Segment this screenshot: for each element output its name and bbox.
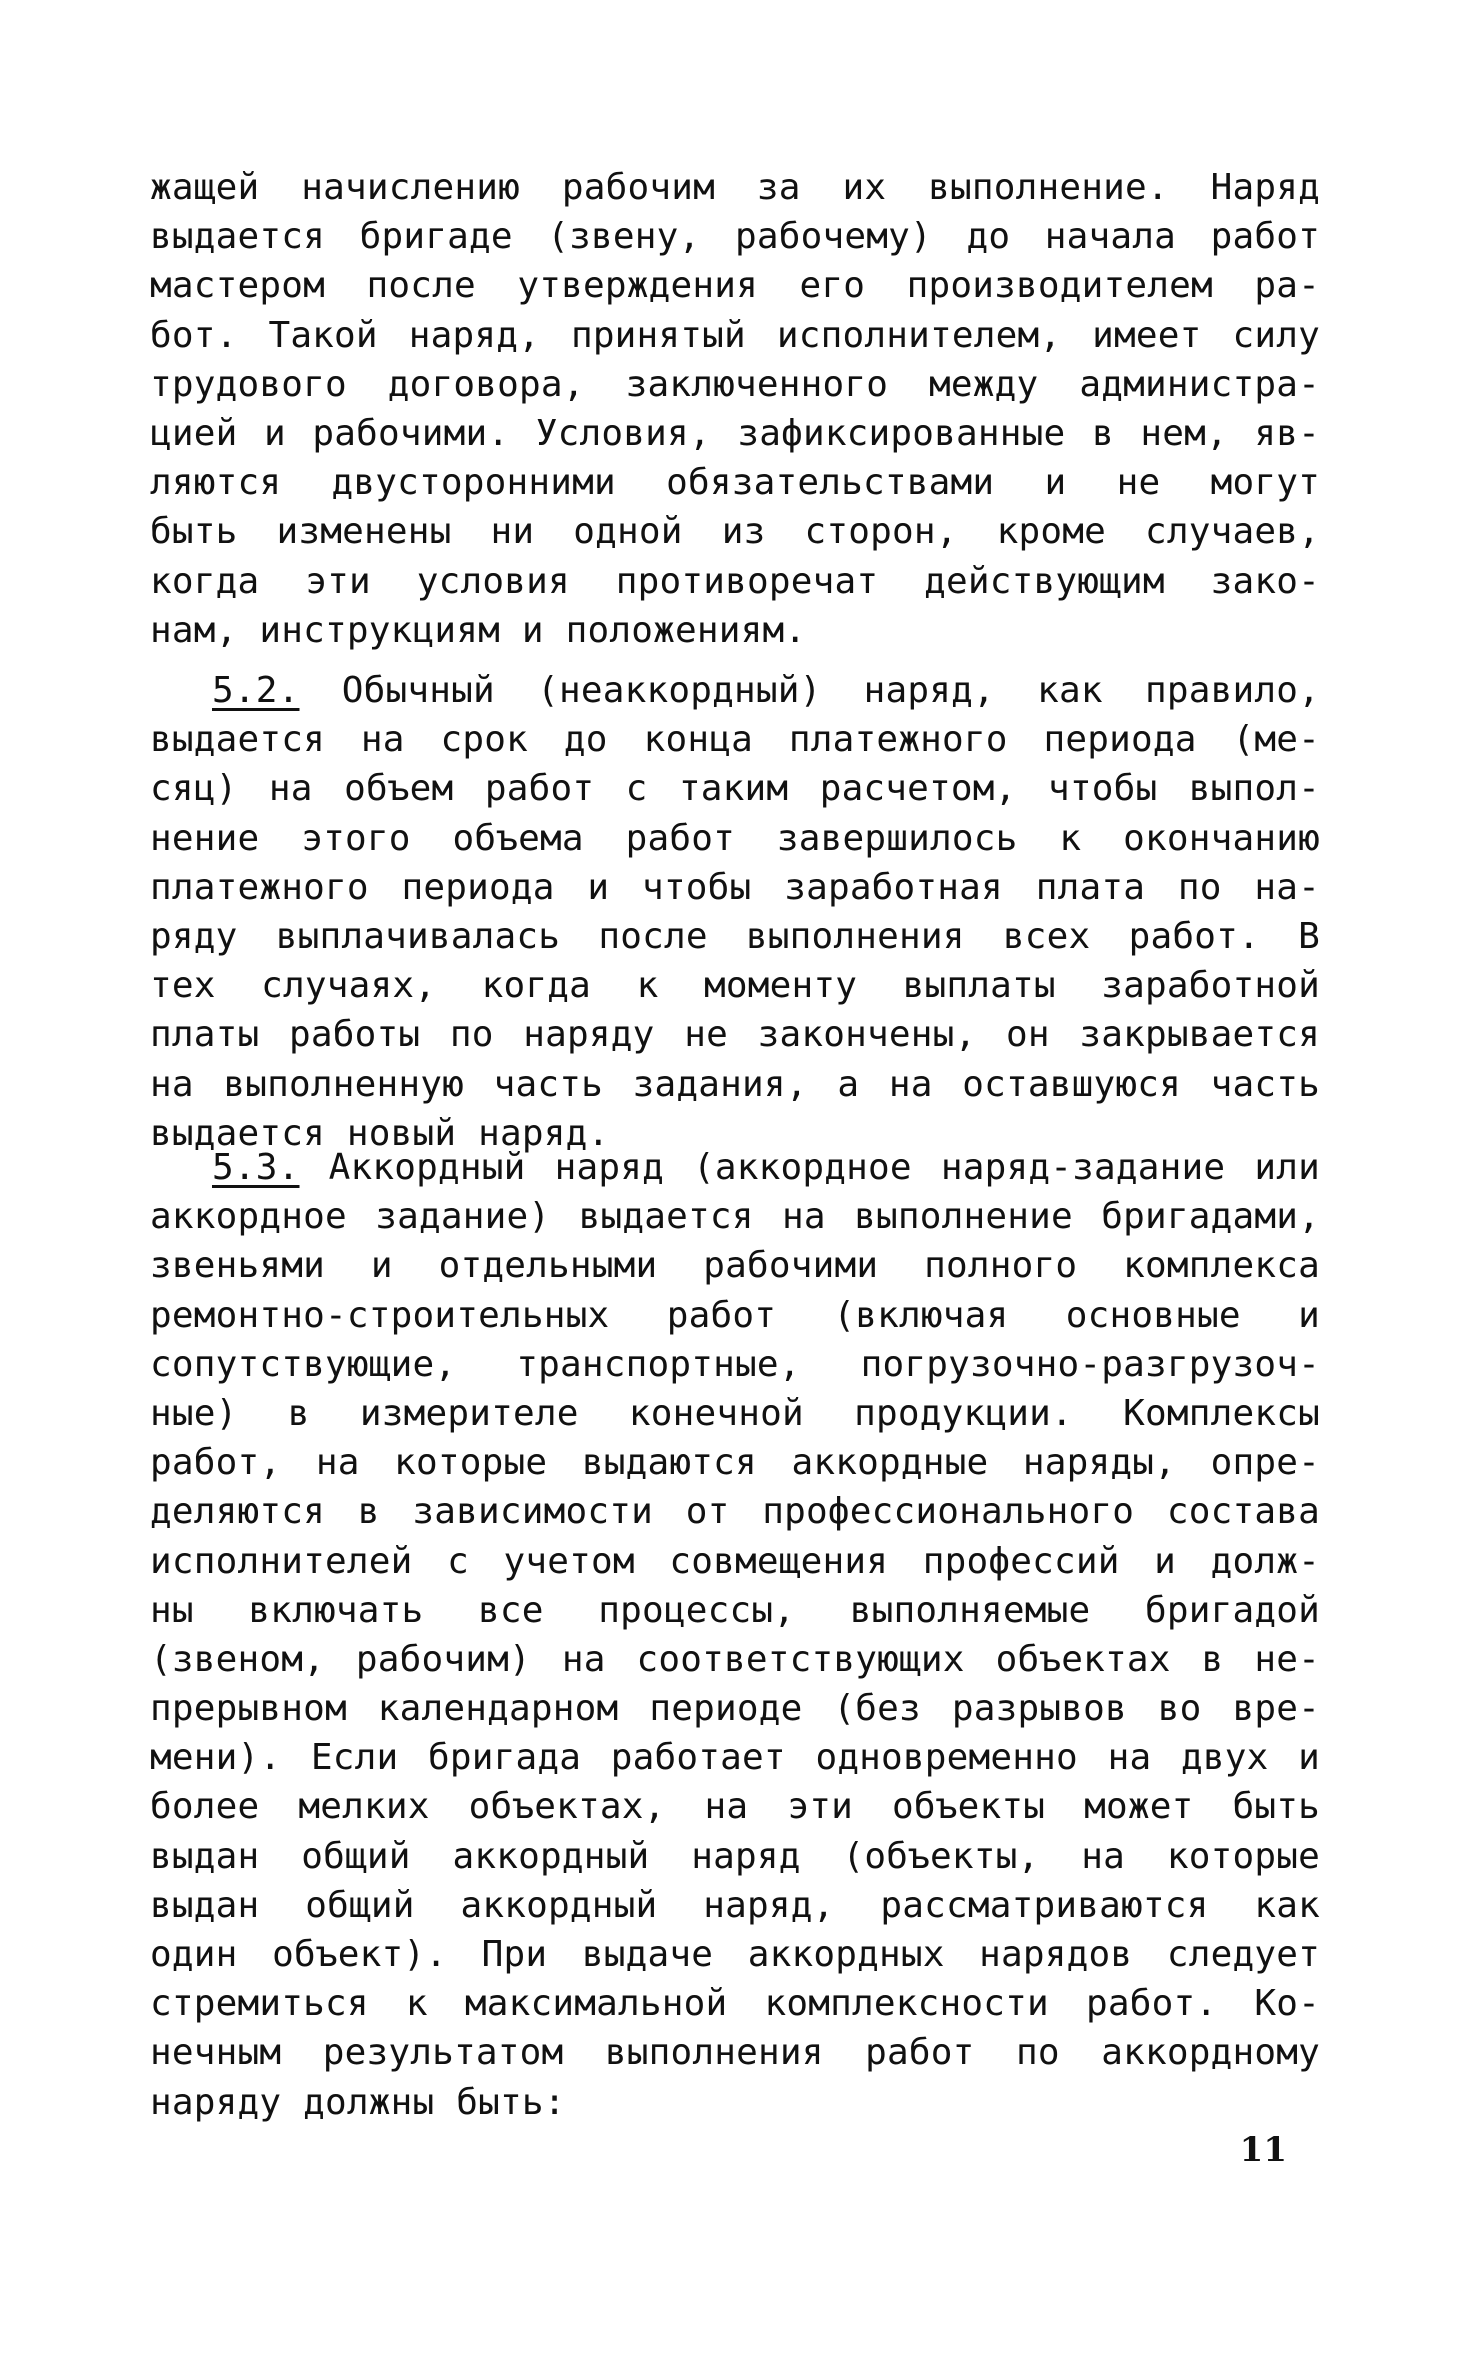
text-line: более мелких объектах, на эти объекты может быть — [150, 1786, 1320, 1828]
text-line: мени). Если бригада работает одновременно на двух и — [150, 1737, 1320, 1779]
text-line: тех случаях, когда к моменту выплаты заработной — [150, 965, 1320, 1007]
text-line: ремонтно-строительных работ (включая основные и — [150, 1294, 1320, 1336]
text-line: звеньями и отдельными рабочими полного комплекса — [150, 1245, 1320, 1287]
text-line: нам, инструкциям и положениям. — [150, 609, 807, 651]
text-line: работ, на которые выдаются аккордные наряды, опре- — [150, 1442, 1320, 1484]
section-number: 5.2. — [212, 670, 300, 711]
text-line: выдается на срок до конца платежного периода (ме- — [150, 719, 1320, 761]
text-line: наряду должны быть: — [150, 2081, 566, 2123]
text-line: платежного периода и чтобы заработная плата по на- — [150, 866, 1320, 908]
text-line: нение этого объема работ завершилось к окончанию — [150, 817, 1320, 859]
text-line: сопутствующие, транспортные, погрузочно-разгрузоч- — [150, 1343, 1320, 1385]
text-line: выдается новый наряд. — [150, 1112, 610, 1154]
text-line: бот. Такой наряд, принятый исполнителем, имеет силу — [150, 314, 1320, 356]
text-line: быть изменены ни одной из сторон, кроме случаев, — [150, 511, 1320, 553]
text-line: исполнителей с учетом совмещения профессий и долж- — [150, 1540, 1320, 1582]
text-line: сяц) на объем работ с таким расчетом, чтобы выпол- — [150, 768, 1320, 810]
text-line: ряду выплачивалась после выполнения всех работ. В — [150, 915, 1320, 957]
text-line: прерывном календарном периоде (без разрывов во вре- — [150, 1688, 1320, 1730]
paragraph-first-line — [150, 666, 1320, 715]
text-fragment: Обычный (неаккордный) наряд, как правило, — [299, 670, 1320, 711]
text-line: мастером после утверждения его производителем ра- — [150, 265, 1320, 307]
text-line: трудового договора, заключенного между администра- — [150, 363, 1320, 405]
text-line: когда эти условия противоречат действующим зако- — [150, 560, 1320, 602]
paragraph-5-3 — [150, 1143, 1320, 2127]
text-fragment: Аккордный наряд (аккордное наряд-задание или — [299, 1147, 1320, 1188]
text-line: ные) в измерителе конечной продукции. Комплексы — [150, 1392, 1320, 1434]
text-line: выдан общий аккордный наряд, рассматриваются как — [150, 1884, 1320, 1926]
text-line: аккордное задание) выдается на выполнение бригадами, — [150, 1196, 1320, 1238]
text-line: деляются в зависимости от профессионального состава — [150, 1491, 1320, 1533]
text-line: (звеном, рабочим) на соответствующих объектах в не- — [150, 1638, 1320, 1680]
text-line: жащей начислению рабочим за их выполнение. Наряд — [150, 167, 1320, 208]
text-line: ны включать все процессы, выполняемые бригадой — [150, 1589, 1320, 1631]
text-line: выдан общий аккордный наряд (объекты, на которые — [150, 1835, 1320, 1877]
section-number: 5.3. — [212, 1147, 300, 1188]
text-line: нечным результатом выполнения работ по аккордному — [150, 2032, 1320, 2074]
text-line: выдается бригаде (звену, рабочему) до начала работ — [150, 216, 1320, 258]
text-line: один объект). При выдаче аккордных нарядов следует — [150, 1934, 1320, 1975]
text-line: платы работы по наряду не закончены, он закрывается — [150, 1014, 1320, 1056]
page-number: 11 — [1239, 2130, 1287, 2170]
text-line: ляются двусторонними обязательствами и не могут — [150, 462, 1320, 504]
text-line: на выполненную часть задания, а на оставшуюся часть — [150, 1063, 1320, 1105]
text-line: цией и рабочими. Условия, зафиксированные в нем, яв- — [150, 412, 1320, 454]
text-line: стремиться к максимальной комплексности работ. Ко- — [150, 1983, 1320, 2025]
paragraph-5-2 — [150, 666, 1320, 1158]
paragraph-first-line — [150, 1143, 1320, 1192]
paragraph-1 — [150, 163, 1320, 655]
